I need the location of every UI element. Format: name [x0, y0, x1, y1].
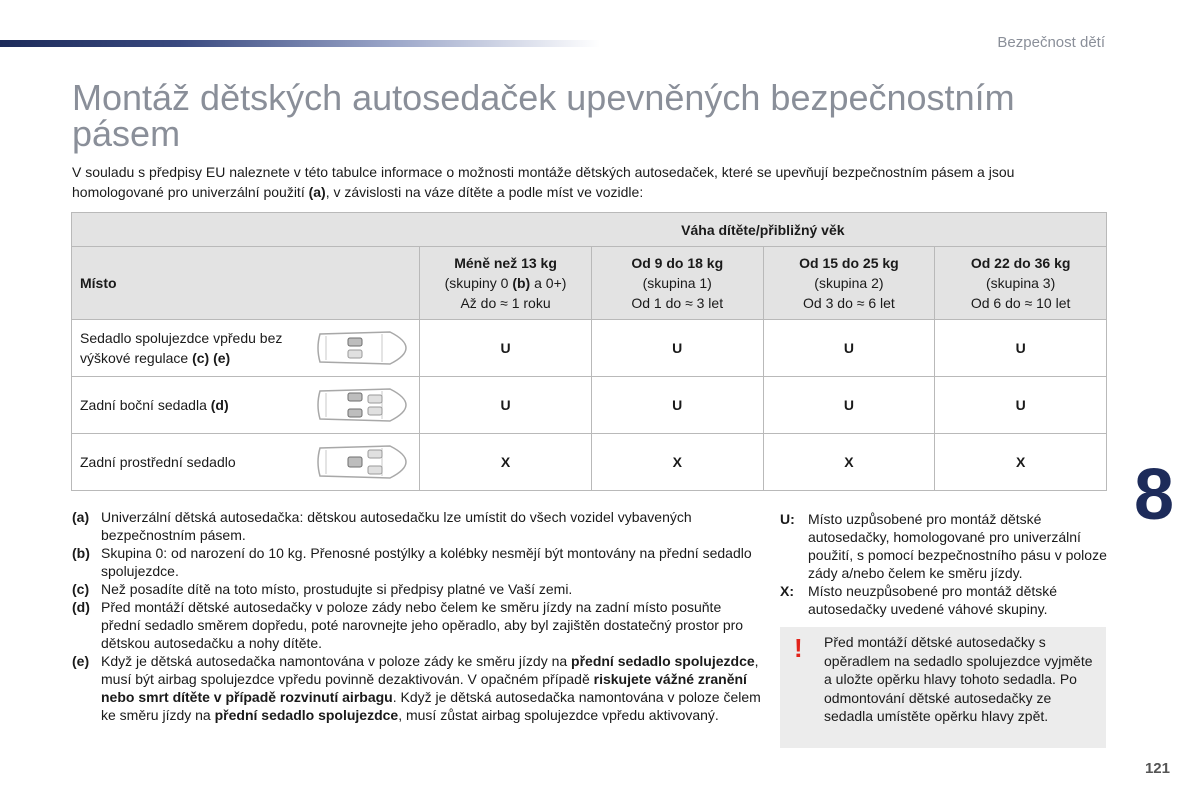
- section-name: Bezpečnost dětí: [997, 34, 1105, 51]
- chapter-number: 8: [1133, 455, 1175, 535]
- footnote: [72, 580, 762, 598]
- car-rear-side-seats-icon: [312, 383, 408, 427]
- footnote: [72, 544, 762, 580]
- footnote: [72, 508, 762, 544]
- value-cell: U: [935, 320, 1107, 377]
- group-weight: Od 9 do 18 kg: [631, 255, 724, 271]
- footnote-key: (b): [72, 545, 90, 561]
- group-age: Od 3 do ≈ 6 let: [803, 295, 895, 311]
- group-label: (skupiny 0 (b) a 0+): [444, 275, 567, 291]
- group-weight: Od 15 do 25 kg: [799, 255, 899, 271]
- group-age: Od 6 do ≈ 10 let: [970, 295, 1071, 311]
- place-cell: [72, 434, 420, 491]
- place-cell: [72, 320, 420, 377]
- value-cell: U: [763, 377, 935, 434]
- place-label: Zadní prostřední sedadlo: [80, 454, 236, 470]
- legend: [780, 510, 1110, 618]
- footnote: [72, 598, 762, 652]
- header-accent-bar: [0, 40, 600, 47]
- legend-text: Místo neuzpůsobené pro montáž dětské autosedačky uvedené váhové skupiny.: [808, 583, 1058, 617]
- legend-key: X:: [780, 583, 794, 599]
- group-header: [935, 247, 1107, 320]
- footnote-text: Univerzální dětská autosedačka: dětskou autosedačku lze umístit do všech vozidel vybavených bezpečnostním pásem.: [101, 509, 692, 543]
- value-cell: U: [763, 320, 935, 377]
- footnote: [72, 652, 762, 724]
- group-age: Až do ≈ 1 roku: [460, 295, 551, 311]
- footnote-text: Skupina 0: od narození do 10 kg. Přenosné postýlky a kolébky nesmějí být montovány na přední sedadlo spolujezdce.: [101, 545, 752, 579]
- child-seat-table: [71, 212, 1107, 491]
- car-front-seat-icon: [312, 326, 408, 370]
- value-cell: X: [591, 434, 763, 491]
- value-cell: X: [420, 434, 592, 491]
- warning-box: [780, 627, 1106, 748]
- page-number: 121: [1144, 760, 1170, 777]
- value-cell: U: [935, 377, 1107, 434]
- value-cell: X: [763, 434, 935, 491]
- weight-header: Váha dítěte/přibližný věk: [420, 213, 1107, 247]
- table-header-row: [72, 213, 1107, 247]
- group-label: (skupina 1): [642, 275, 712, 291]
- table-row: [72, 320, 1107, 377]
- group-header: [763, 247, 935, 320]
- footnote-text: Než posadíte dítě na toto místo, prostudujte si předpisy platné ve Vaší zemi.: [101, 581, 573, 597]
- value-cell: X: [935, 434, 1107, 491]
- value-cell: U: [420, 320, 592, 377]
- group-age: Od 1 do ≈ 3 let: [631, 295, 724, 311]
- table-group-row: [72, 247, 1107, 320]
- place-cell: [72, 377, 420, 434]
- footnote-text: Když je dětská autosedačka namontována v poloze zády ke směru jízdy na přední sedadlo spolujezdce, musí být airbag spolujezdce vpředu povinně dezaktivován. V opačném případě riskujete vážné zranění nebo smrt dítěte v případě rozvinutí airbagu. Když je dětská autosedačka namontována v poloze čelem ke směru jízdy na přední sedadlo spolujezdce, musí zůstat airbag spolujezdce vpředu aktivovaný.: [101, 653, 761, 723]
- car-rear-middle-seat-icon: [312, 440, 408, 484]
- legend-key: U:: [780, 511, 795, 527]
- warning-icon: !: [794, 633, 803, 663]
- page-title: Montáž dětských autosedaček upevněných bezpečnostním pásem: [72, 77, 1015, 154]
- legend-item: [780, 510, 1110, 582]
- place-label: Sedadlo spolujezdce vpředu bez výškové regulace (c) (e): [80, 330, 283, 366]
- place-header: Místo: [72, 247, 420, 320]
- empty-corner-cell: [72, 213, 420, 247]
- footnote-key: (a): [72, 509, 90, 525]
- table-row: [72, 434, 1107, 491]
- intro-paragraph: [72, 162, 1102, 202]
- footnote-key: (d): [72, 599, 90, 615]
- footnote-key: (e): [72, 653, 90, 669]
- footnote-text: Před montáží dětské autosedačky v poloze zády nebo čelem ke směru jízdy na zadní místo posuňte přední sedadlo směrem dopředu, poté narovnejte jeho opěradlo, aby byl zajištěn dostatečný prostor pro dětskou autosedačku a nohy dítěte.: [101, 599, 744, 651]
- group-label: (skupina 2): [814, 275, 884, 291]
- intro-text-1: V souladu s předpisy EU naleznete v této tabulce informace o možnosti montáže dětských autosedaček, které se upevňují bezpečnostním pásem a jsou homologované pro univerzální použití: [72, 164, 1015, 200]
- group-weight: Od 22 do 36 kg: [970, 255, 1071, 271]
- intro-text-2: , v závislosti na váze dítěte a podle míst ve vozidle:: [325, 184, 644, 200]
- place-label: Zadní boční sedadla (d): [80, 397, 229, 413]
- value-cell: U: [591, 320, 763, 377]
- group-header: [591, 247, 763, 320]
- value-cell: U: [420, 377, 592, 434]
- legend-item: [780, 582, 1110, 618]
- intro-ref-a: (a): [308, 184, 326, 200]
- footnote-key: (c): [72, 581, 90, 597]
- warning-text: Před montáží dětské autosedačky s opěradlem na sedadlo spolujezdce vyjměte a uložte opěrku hlavy tohoto sedadla. Po odmontování dětské autosedačky ze sedadla umístěte opěrku hlavy zpět.: [824, 634, 1093, 724]
- group-weight: Méně než 13 kg: [454, 255, 557, 271]
- legend-text: Místo uzpůsobené pro montáž dětské autosedačky, homologované pro univerzální použití, s pomocí bezpečnostního pásu v poloze zády a/nebo čelem ke směru jízdy.: [808, 511, 1107, 581]
- group-label: (skupina 3): [986, 275, 1056, 291]
- table-row: [72, 377, 1107, 434]
- footnotes: [72, 508, 762, 724]
- value-cell: U: [591, 377, 763, 434]
- group-header: [420, 247, 592, 320]
